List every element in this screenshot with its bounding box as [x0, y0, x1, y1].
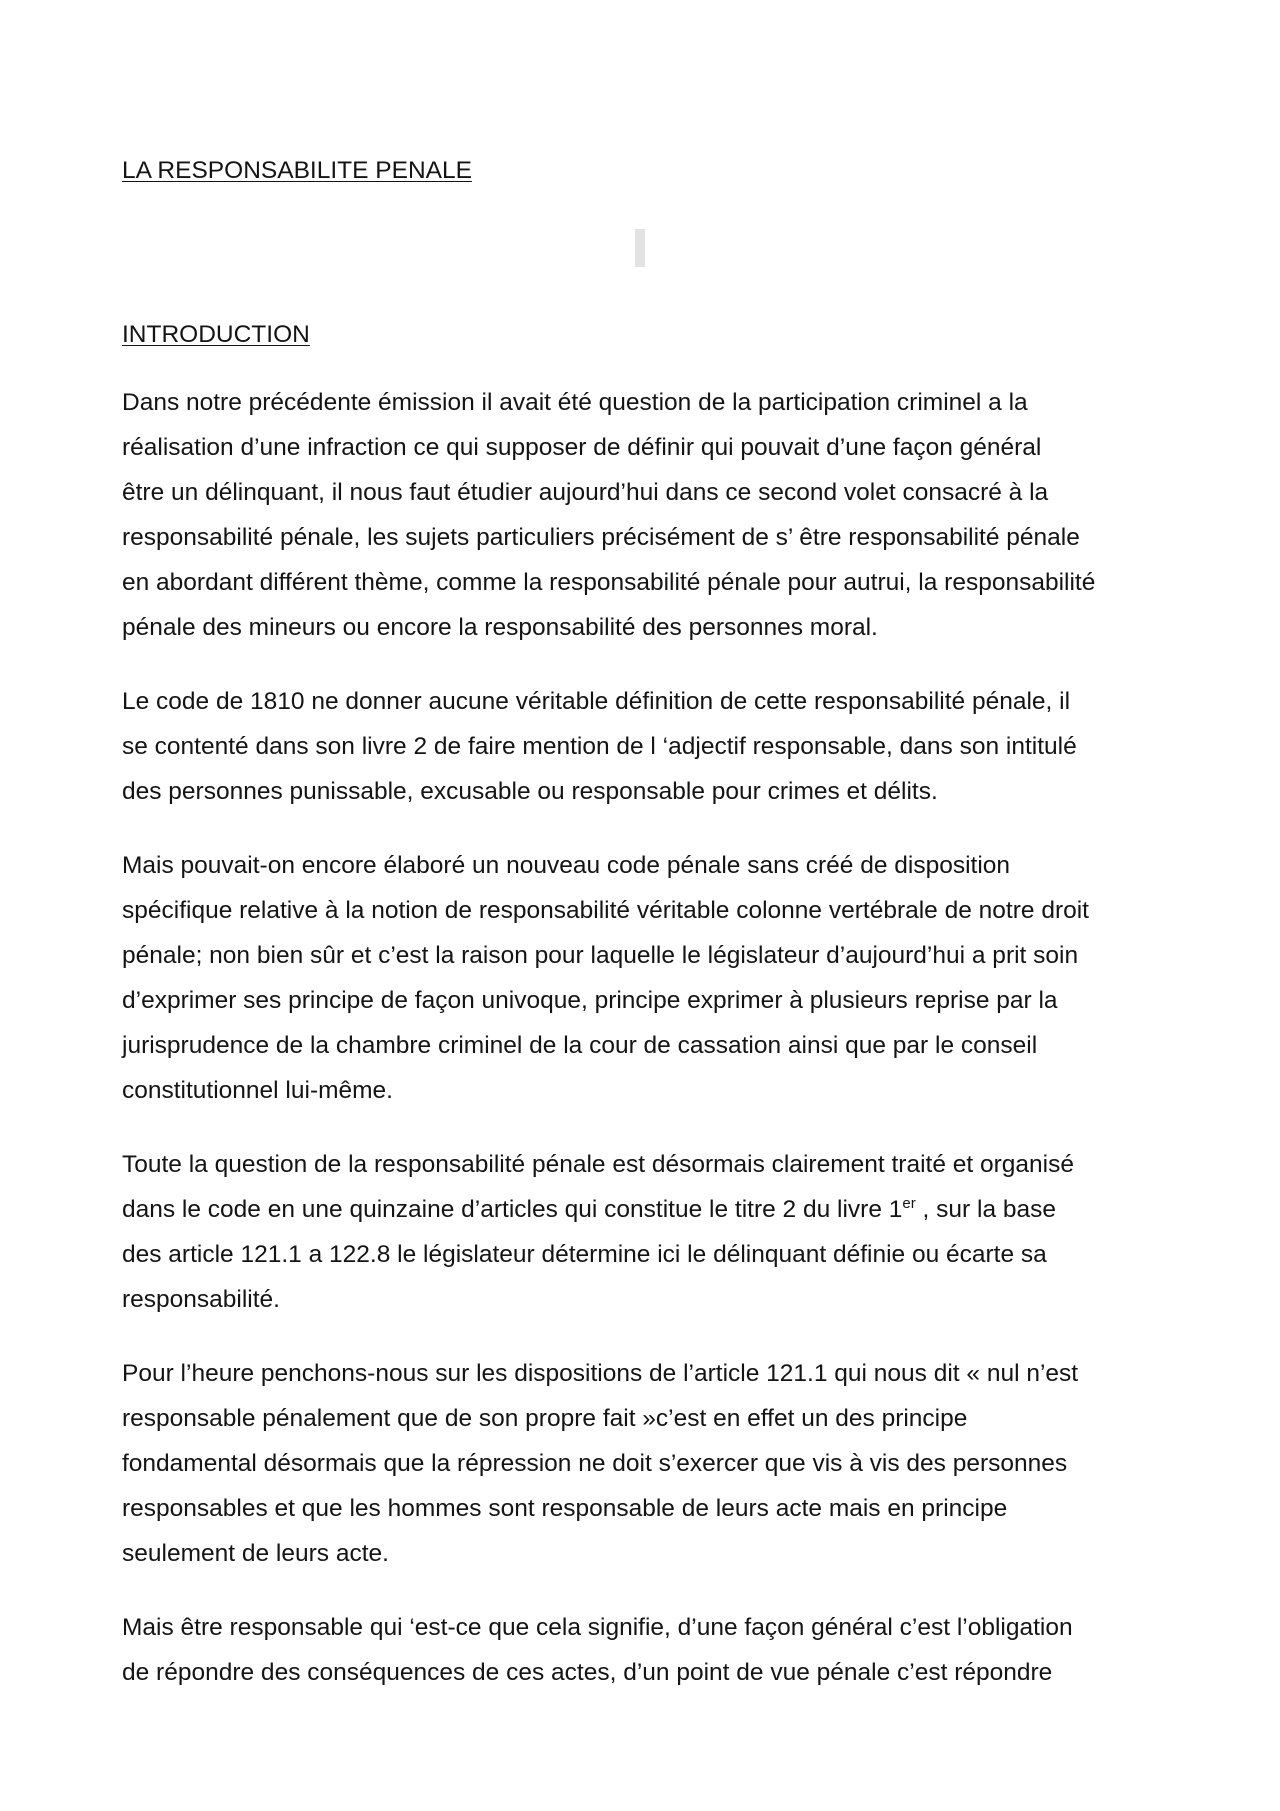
ordinal-superscript: er: [902, 1195, 916, 1212]
text-line: pénale; non bien sûr et c’est la raison pour laquelle le législateur d’aujourd’hui a prit soin: [122, 942, 1079, 969]
text-line: spécifique relative à la notion de responsabilité véritable colonne vertébrale de notre droit: [122, 897, 1089, 924]
text-line: des article 121.1 a 122.8 le législateur détermine ici le délinquant définie ou écarte sa: [122, 1241, 1047, 1268]
text-line: réalisation d’une infraction ce qui supposer de définir qui pouvait d’une façon général: [122, 434, 1042, 461]
text-line: fondamental désormais que la répression ne doit s’exercer que vis à vis des personnes: [122, 1450, 1068, 1477]
document-body: [122, 152, 1167, 1695]
text-line: Le code de 1810 ne donner aucune véritable définition de cette responsabilité pénale, il: [122, 688, 1071, 715]
text-line: se contenté dans son livre 2 de faire mention de l ‘adjectif responsable, dans son intitulé: [122, 733, 1077, 760]
text-line: Toute la question de la responsabilité pénale est désormais clairement traité et organisé: [122, 1151, 1074, 1178]
paragraph-3: [122, 843, 1167, 1113]
text-line: être un délinquant, il nous faut étudier aujourd’hui dans ce second volet consacré à la: [122, 479, 1049, 506]
text-line: d’exprimer ses principe de façon univoque, principe exprimer à plusieurs reprise par la: [122, 987, 1058, 1014]
paragraph-4: [122, 1142, 1167, 1322]
text-line: Dans notre précédente émission il avait été question de la participation criminel a la: [122, 389, 1028, 416]
text-line: de répondre des conséquences de ces actes, d’un point de vue pénale c’est répondre: [122, 1659, 1053, 1686]
text-fragment: , sur la base: [915, 1196, 1057, 1223]
text-line: Mais pouvait-on encore élaboré un nouveau code pénale sans créé de disposition: [122, 852, 1011, 879]
text-line: responsabilité pénale, les sujets particuliers précisément de s’ être responsabilité pénale: [122, 524, 1080, 551]
paragraph-2: [122, 679, 1167, 814]
text-line: en abordant différent thème, comme la responsabilité pénale pour autrui, la responsabilité: [122, 569, 1096, 596]
text-line: responsables et que les hommes sont responsable de leurs acte mais en principe: [122, 1495, 1008, 1522]
text-line: Pour l’heure penchons-nous sur les dispositions de l’article 121.1 qui nous dit « nul n’est: [122, 1360, 1079, 1387]
text-line: pénale des mineurs ou encore la responsabilité des personnes moral.: [122, 614, 878, 641]
text-line: constitutionnel lui-même.: [122, 1077, 393, 1104]
paragraph-5: [122, 1351, 1167, 1576]
text-line: seulement de leurs acte.: [122, 1540, 389, 1567]
text-line: jurisprudence de la chambre criminel de la cour de cassation ainsi que par le conseil: [122, 1032, 1038, 1059]
text-fragment: dans le code en une quinzaine d’articles qui constitue le titre 2 du livre 1: [122, 1196, 903, 1223]
section-heading-introduction: INTRODUCTION: [122, 321, 310, 348]
text-line: responsabilité.: [122, 1286, 280, 1313]
text-line: Mais être responsable qui ‘est-ce que cela signifie, d’une façon général c’est l’obligation: [122, 1614, 1073, 1641]
text-line: des personnes punissable, excusable ou responsable pour crimes et délits.: [122, 778, 938, 805]
text-line-with-superscript: [122, 1187, 1167, 1232]
document-title: LA RESPONSABILITE PENALE: [122, 157, 472, 184]
text-line: responsable pénalement que de son propre fait »c’est en effet un des principe: [122, 1405, 968, 1432]
paragraph-6: [122, 1605, 1167, 1695]
paragraph-1: [122, 380, 1167, 650]
